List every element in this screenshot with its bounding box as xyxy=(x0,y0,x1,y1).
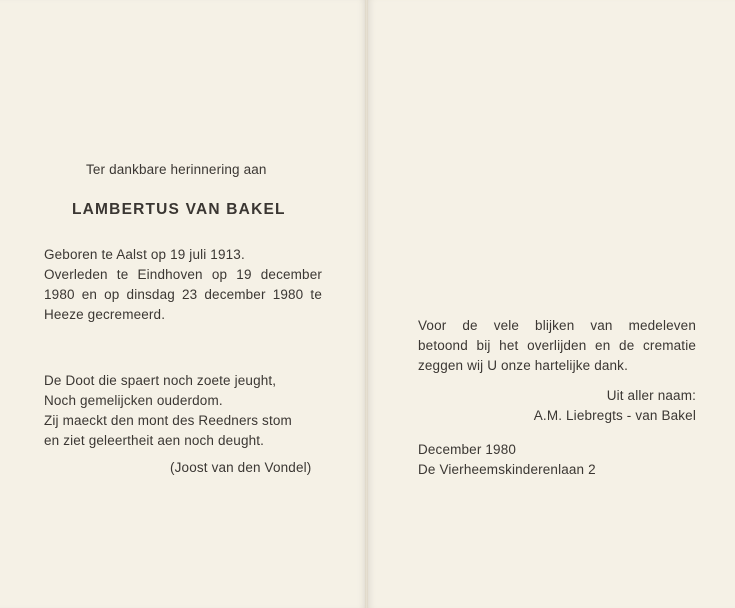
deceased-name: LAMBERTUS VAN BAKEL xyxy=(72,201,286,218)
thanks-text xyxy=(418,316,696,376)
bio-line: 1980 en op dinsdag 23 december 1980 te xyxy=(44,287,322,302)
bio-line: Overleden te Eindhoven op 19 december xyxy=(44,267,322,282)
poem-line: Zij maeckt den mont des Reedners stom xyxy=(44,413,292,428)
poem-author: (Joost van den Vondel) xyxy=(170,460,312,475)
date-address-block xyxy=(418,440,596,480)
poem-line: De Doot die spaert noch zoete jeught, xyxy=(44,373,277,388)
thanks-line: zeggen wij U onze hartelijke dank. xyxy=(418,358,628,373)
poem-line: Noch gemelijcken ouderdom. xyxy=(44,393,223,408)
thanks-line: Voor de vele blijken van medeleven xyxy=(418,318,696,333)
right-page xyxy=(368,0,735,608)
poem-line: en ziet geleertheit aen noch deught. xyxy=(44,433,265,448)
bio-text xyxy=(44,245,322,325)
intro-text: Ter dankbare herinnering aan xyxy=(86,162,267,177)
address-text: De Vierheemskinderenlaan 2 xyxy=(418,462,596,477)
bio-line: Geboren te Aalst op 19 juli 1913. xyxy=(44,247,245,262)
signee-name: A.M. Liebregts - van Bakel xyxy=(533,408,696,423)
thanks-line: betoond bij het overlijden en de crematie xyxy=(418,338,696,353)
date-text: December 1980 xyxy=(418,442,517,457)
bio-line: Heeze gecremeerd. xyxy=(44,307,166,322)
signoff-block xyxy=(418,386,696,426)
signoff-label: Uit aller naam: xyxy=(606,388,696,403)
poem-text xyxy=(44,371,292,451)
